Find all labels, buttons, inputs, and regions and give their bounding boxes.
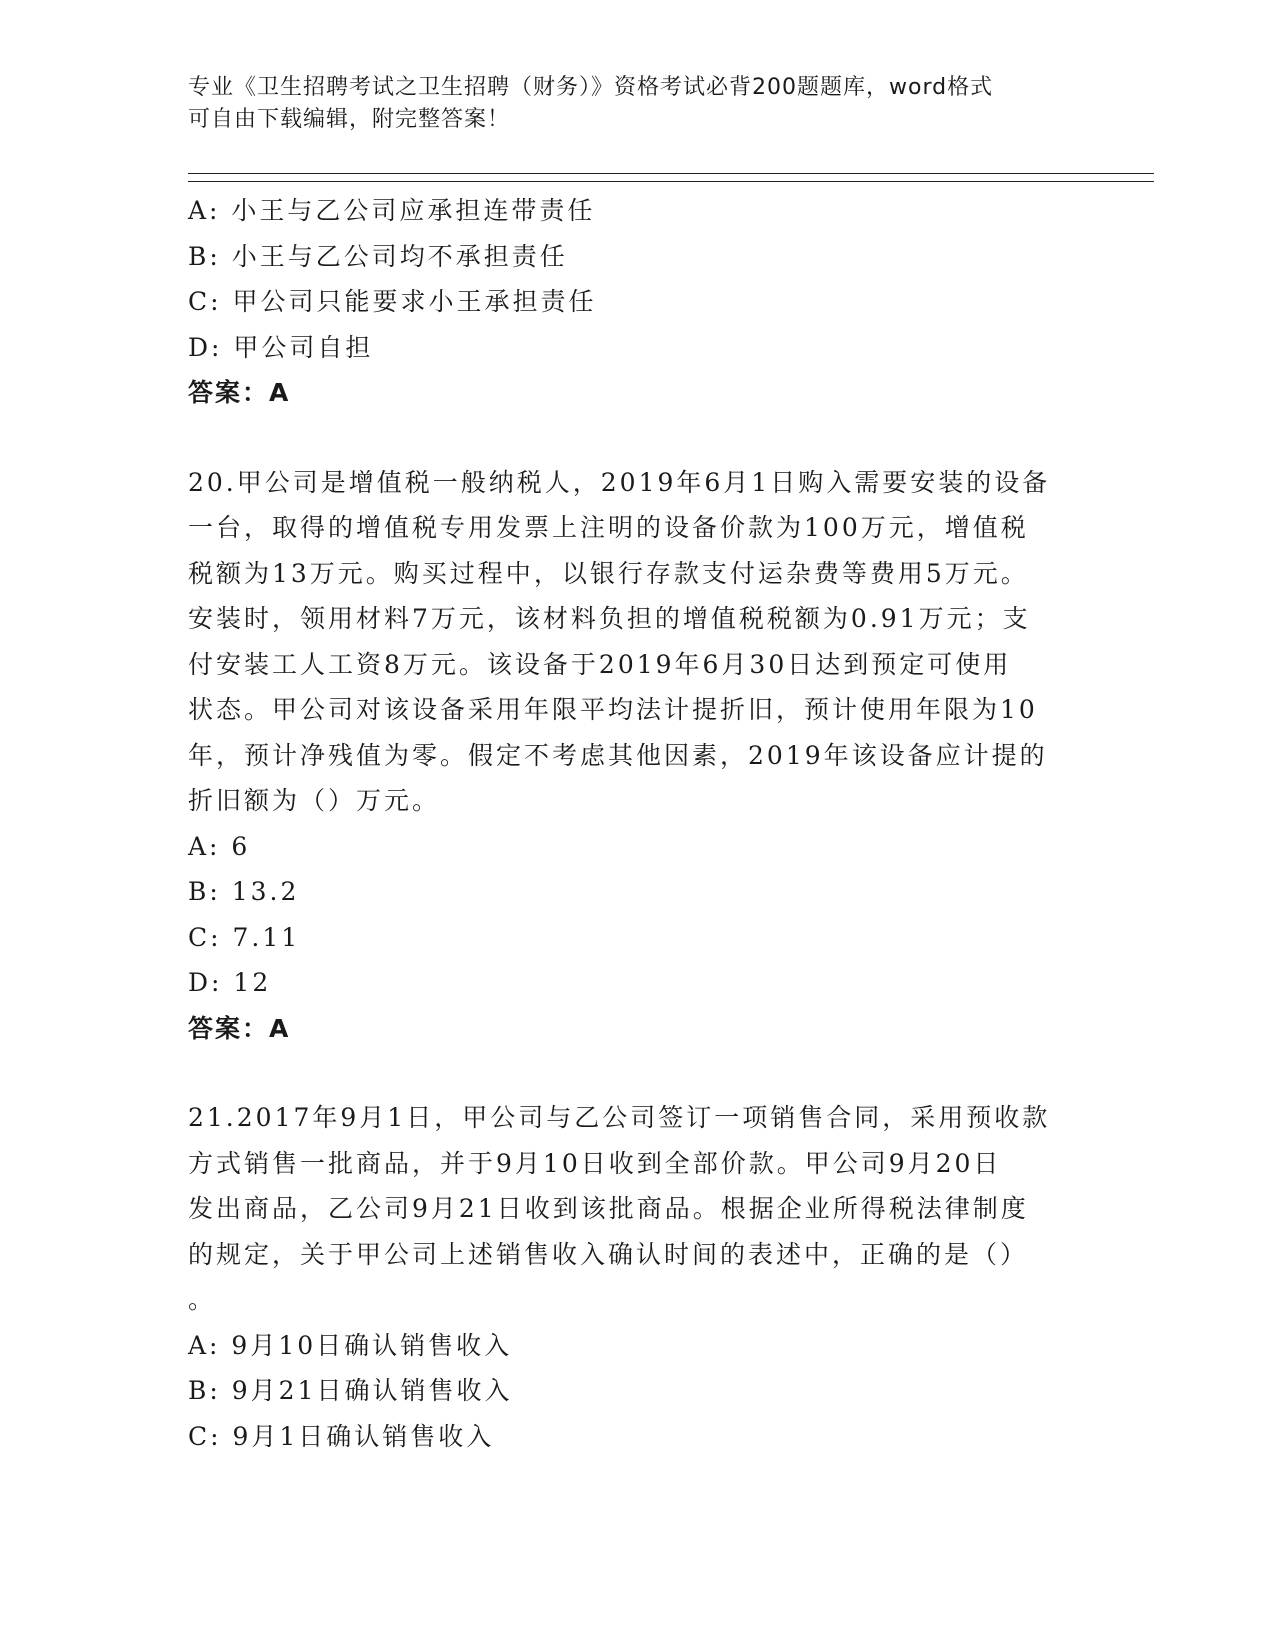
question-21-block: [188, 1095, 1068, 1459]
q19-option-b: B: 小王与乙公司均不承担责任: [188, 241, 568, 271]
header-divider-bottom: [188, 181, 1154, 182]
q20-text-line-1: 20.甲公司是增值税一般纳税人，2019年6月1日购入需要安装的设备: [188, 467, 1051, 497]
question-spacer: [188, 1051, 1068, 1095]
q21-option-c: C: 9月1日确认销售收入: [188, 1421, 495, 1451]
q19-option-a: A: 小王与乙公司应承担连带责任: [188, 196, 596, 225]
q21-text-line-1: 21.2017年9月1日，甲公司与乙公司签订一项销售合同，采用预收款: [188, 1103, 1051, 1132]
q19-option-c: C: 甲公司只能要求小王承担责任: [188, 287, 597, 316]
q20-text-line-7: 年，预计净残值为零。假定不考虑其他因素，2019年该设备应计提的: [188, 740, 1048, 770]
q20-text-line-6: 状态。甲公司对该设备采用年限平均法计提折旧，预计使用年限为10: [188, 695, 1038, 724]
document-header: [188, 72, 1068, 136]
header-title-line-2: 可自由下载编辑，附完整答案！: [188, 107, 511, 132]
question-spacer: [188, 416, 1068, 460]
q20-option-a: A: 6: [188, 831, 251, 861]
q20-option-d: D: 12: [188, 968, 272, 997]
q19-option-d: D: 甲公司自担: [188, 332, 374, 362]
q20-option-b: B: 13.2: [188, 877, 300, 906]
q19-answer: 答案：A: [188, 378, 291, 407]
q20-text-line-4: 安装时，领用材料7万元，该材料负担的增值税税额为0.91万元；支: [188, 604, 1031, 633]
q20-text-line-3: 税额为13万元。购买过程中，以银行存款支付运杂费等费用5万元。: [188, 558, 1029, 588]
q20-option-c: C: 7.11: [188, 922, 301, 952]
document-body: [188, 188, 1068, 1459]
q20-text-line-8: 折旧额为（）万元。: [188, 786, 441, 815]
q21-text-line-3: 发出商品，乙公司9月21日收到该批商品。根据企业所得税法律制度: [188, 1194, 1029, 1223]
question-20-block: [188, 460, 1068, 1052]
q21-text-line-4: 的规定，关于甲公司上述销售收入确认时间的表述中，正确的是（）: [188, 1239, 1029, 1269]
q20-text-line-2: 一台，取得的增值税专用发票上注明的设备价款为100万元，增值税: [188, 513, 1029, 542]
q20-answer: 答案：A: [188, 1013, 291, 1043]
q21-text-line-5: 。: [188, 1285, 217, 1314]
q21-option-a: A: 9月10日确认销售收入: [188, 1330, 513, 1360]
header-title-line-1: 专业《卫生招聘考试之卫生招聘（财务）》资格考试必背200题题库，word格式: [188, 75, 994, 100]
q21-option-b: B: 9月21日确认销售收入: [188, 1376, 513, 1405]
question-19-block: [188, 188, 1068, 416]
q20-text-line-5: 付安装工人工资8万元。该设备于2019年6月30日达到预定可使用: [188, 649, 1012, 679]
q21-text-line-2: 方式销售一批商品，并于9月10日收到全部价款。甲公司9月20日: [188, 1148, 1002, 1178]
header-divider-top: [188, 173, 1154, 174]
